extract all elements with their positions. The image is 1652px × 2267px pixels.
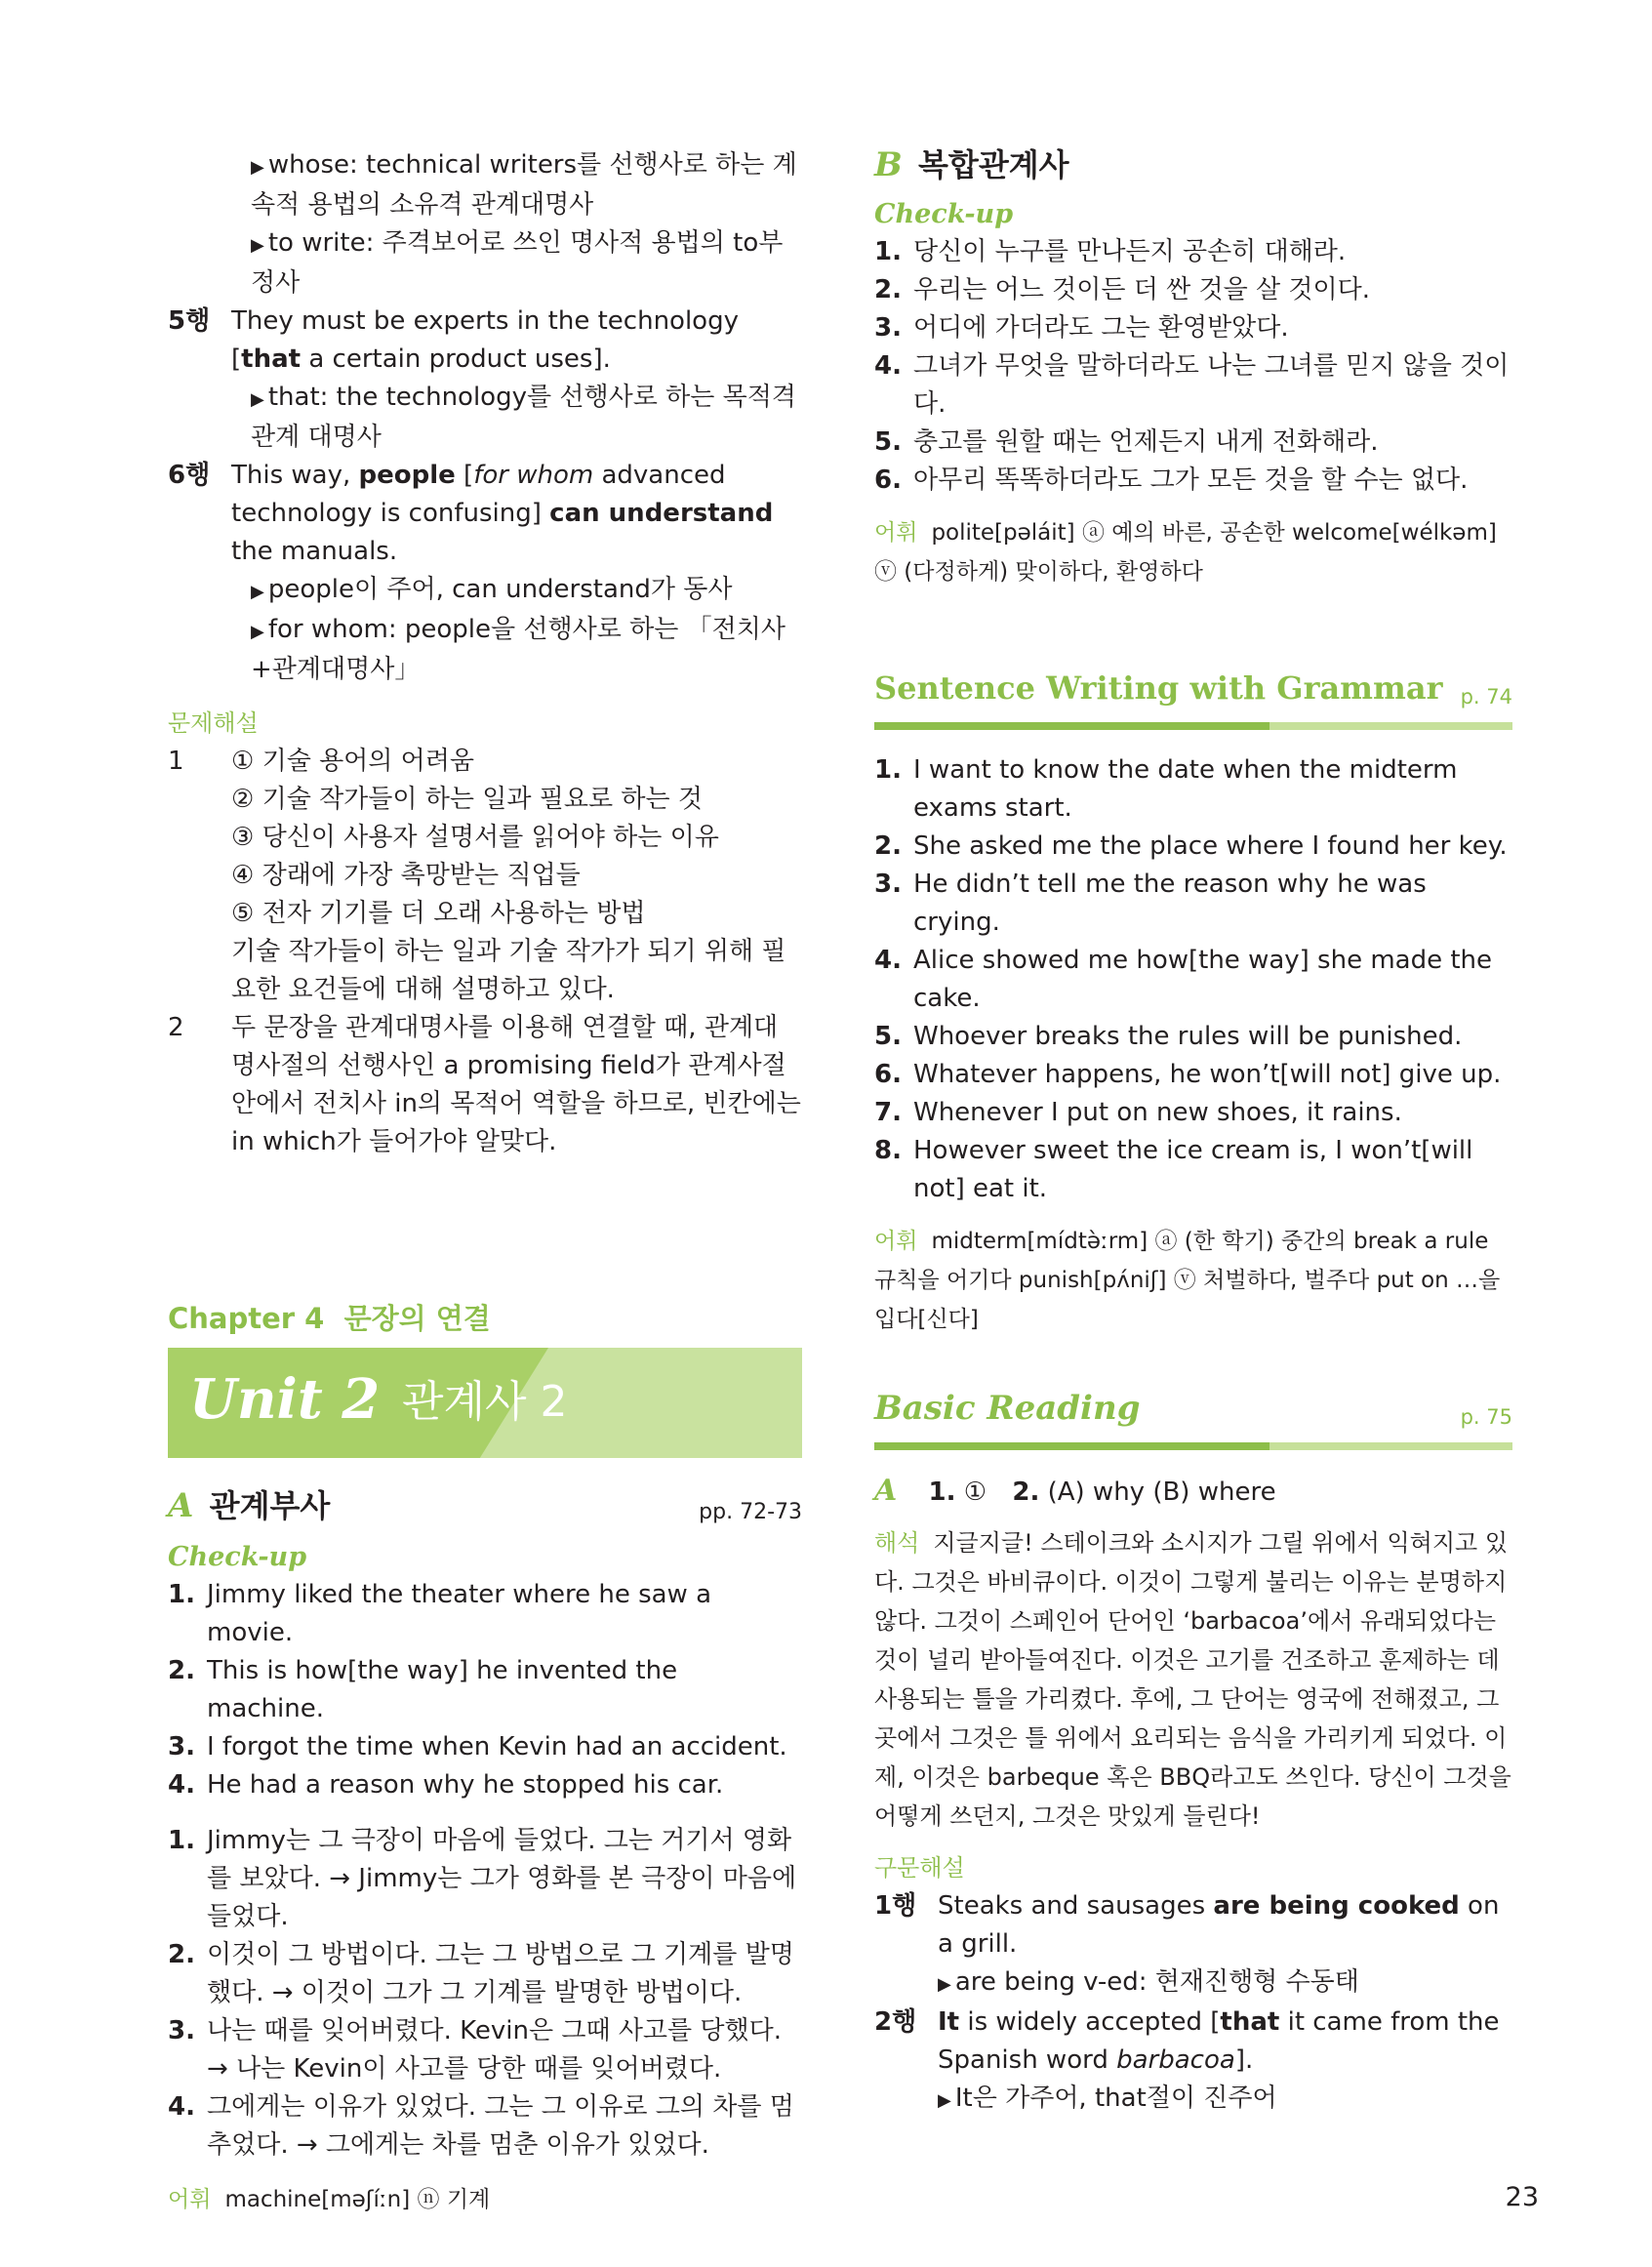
item-number: 2. (874, 275, 902, 304)
reading-answers (874, 1472, 1512, 1512)
list-item (874, 1132, 1512, 1208)
chapter-heading (168, 1300, 802, 1340)
checkup-heading: Check-up (874, 199, 1014, 229)
item-text: 충고를 원할 때는 언제든지 내게 전화해라. (913, 427, 1379, 457)
text-part: It (938, 2007, 960, 2037)
page-reference: p. 75 (1460, 1405, 1512, 1429)
text-part: [ (455, 461, 474, 490)
item-text: I forgot the time when Kevin had an accident. (207, 1732, 787, 1761)
section-a (168, 1487, 802, 2219)
list-item (874, 424, 1512, 462)
item-text: He didn’t tell me the reason why he was crying. (913, 870, 1427, 937)
section-letter: B (874, 145, 903, 184)
item-number: 5. (874, 427, 902, 457)
triangle-icon: ▶ (251, 622, 264, 642)
vocab-tag: 어휘 (874, 520, 918, 546)
section-title: Sentence Writing with Grammar (874, 669, 1443, 707)
note-line (168, 224, 802, 303)
item-number: 4. (874, 946, 902, 975)
item-text: Whatever happens, he won’t[will not] give up. (913, 1060, 1502, 1089)
choice-line: ② 기술 작가들이 하는 일과 필요로 하는 것 (231, 785, 704, 814)
section-letter: A (168, 1486, 194, 1525)
note-text: people이 주어, can understand가 동사 (267, 575, 733, 604)
item-text: This is how[the way] he invented the machine. (207, 1656, 678, 1723)
basic-reading-header (874, 1390, 1512, 1450)
item-text: 우리는 어느 것이든 더 싼 것을 살 것이다. (913, 275, 1370, 304)
vocab-box (874, 513, 1512, 591)
note-text: to write: 주격보어로 쓰인 명사적 용법의 to부정사 (251, 228, 784, 298)
triangle-icon: ▶ (251, 389, 264, 410)
vocab-text: midterm[mídtə̀ːrm] ⓐ (한 학기) 중간의 break a rule 규칙을 어기다 punish[pʌ́niʃ] ⓥ 처벌하다, 벌주다 put on …을 입다[신다] (874, 1229, 1501, 1332)
item-number: 8. (874, 1136, 902, 1165)
structure-line (874, 2004, 1512, 2080)
section-b-header (874, 146, 1512, 195)
item-number: 5. (874, 1022, 902, 1051)
text-part: They must be experts in the technology [ (231, 306, 739, 374)
text-part: people (358, 461, 456, 490)
explanation-text: 두 문장을 관계대명사를 이용해 연결할 때, 관계대명사절의 선행사인 a promising field가 관계사절 안에서 전치사 in의 목적어 역할을 하므로, 빈칸에는 in which가 들어가야 알맞다. (231, 1013, 801, 1156)
item-number: 2. (1012, 1478, 1040, 1507)
explanation-text: 기술 작가들이 하는 일과 기술 작가가 되기 위해 필요한 요건들에 대해 설명하고 있다. (231, 937, 786, 1004)
unit-title: 관계사 2 (402, 1377, 568, 1427)
choice-line: ③ 당신이 사용자 설명서를 읽어야 하는 이유 (231, 823, 719, 852)
item-text: However sweet the ice cream is, I won’t[will not] eat it. (913, 1136, 1473, 1203)
item-number: 1. (928, 1478, 956, 1507)
section-title: 복합관계사 (918, 146, 1069, 183)
item-text: (A) why (B) where (1047, 1478, 1276, 1507)
unit-label: Unit 2 (189, 1367, 381, 1432)
item-text: 나는 때를 잊어버렸다. Kevin은 그때 사고를 당했다. → 나는 Kevin이 사고를 당한 때를 잊어버렸다. (207, 2016, 783, 2084)
note-line (168, 146, 802, 224)
structure-heading: 구문해설 (874, 1854, 965, 1882)
text-part: that (1220, 2007, 1280, 2037)
answer-list (874, 233, 1512, 500)
solution-number: 2 (168, 1013, 184, 1042)
text-part: advanced technology is confusing] (231, 461, 726, 528)
left-column (168, 146, 802, 2219)
translation-tag: 해석 (874, 1529, 920, 1557)
choice-line: ⑤ 전자 기기를 더 오래 사용하는 방법 (231, 899, 646, 928)
choice-line: ① 기술 용어의 어려움 (231, 747, 475, 776)
text-part: ]. (1234, 2045, 1254, 2075)
item-number: 4. (874, 351, 902, 381)
item-text: 아무리 똑똑하더라도 그가 모든 것을 할 수는 없다. (913, 466, 1469, 495)
item-text: Jimmy는 그 극장이 마음에 들었다. 그는 거기서 영화를 보았다. → Jimmy는 그가 영화를 본 극장이 마음에 들었다. (207, 1826, 797, 1931)
item-number: 2. (168, 1940, 195, 1969)
list-item (168, 1728, 802, 1766)
basic-reading-section (874, 1390, 1512, 2120)
note-text: are being v-ed: 현재진행형 수동태 (954, 1967, 1359, 1997)
page-reference: pp. 72-73 (699, 1500, 802, 1524)
chapter-label: Chapter 4 (168, 1302, 325, 1335)
item-text: I want to know the date when the midterm exams start. (913, 755, 1458, 823)
list-item (874, 942, 1512, 1018)
text-part: on a grill. (938, 1891, 1500, 1959)
checkup-heading: Check-up (168, 1542, 307, 1572)
right-column (874, 146, 1512, 2120)
triangle-icon: ▶ (251, 235, 264, 256)
page-number: 23 (1505, 2182, 1539, 2212)
note-text: whose: technical writers를 선행사로 하는 계속적 용법의 소유격 관계대명사 (251, 150, 797, 220)
item-number: 3. (168, 2016, 195, 2045)
text-part: is widely accepted [ (959, 2007, 1221, 2037)
item-text: Whenever I put on new shoes, it rains. (913, 1098, 1402, 1127)
vocab-box (874, 1222, 1512, 1339)
item-text: ① (963, 1478, 987, 1507)
item-text: She asked me the place where I found her key. (913, 831, 1508, 861)
structure-notes (874, 1849, 1512, 2120)
item-text: Alice showed me how[the way] she made the cake. (913, 946, 1493, 1013)
section-rule (874, 1442, 1512, 1450)
text-part: that (241, 344, 302, 374)
sentence-writing-header (874, 669, 1512, 730)
section-letter: A (874, 1474, 898, 1508)
solution-heading: 문제해설 (168, 709, 259, 737)
vocab-tag: 어휘 (168, 2187, 212, 2212)
item-number: 1. (874, 237, 902, 266)
list-item (874, 751, 1512, 828)
note-line (168, 611, 802, 689)
vocab-box (168, 2180, 802, 2219)
structure-line (874, 1887, 1512, 1963)
list-item (874, 233, 1512, 271)
item-number: 4. (168, 1770, 195, 1800)
list-item (874, 309, 1512, 347)
text-part: Steaks and sausages (938, 1891, 1214, 1921)
item-text: 그녀가 무엇을 말하더라도 나는 그녀를 믿지 않을 것이다. (913, 351, 1510, 419)
item-number: 1. (874, 755, 902, 785)
list-item (874, 866, 1512, 942)
choice-line: ④ 장래에 가장 촉망받는 직업들 (231, 861, 581, 890)
list-item (168, 1652, 802, 1728)
list-item (874, 828, 1512, 866)
triangle-icon: ▶ (251, 157, 264, 178)
list-item (168, 1936, 802, 2012)
item-number: 4. (168, 2092, 195, 2122)
solution-item (168, 1009, 802, 1161)
note-line (168, 379, 802, 457)
section-title: 관계부사 (209, 1487, 331, 1524)
section-a-header (168, 1487, 802, 1538)
structure-line (168, 457, 802, 571)
triangle-icon: ▶ (938, 1974, 951, 1995)
list-item (168, 2012, 802, 2088)
translation-list (168, 1822, 802, 2165)
vocab-tag: 어휘 (874, 1229, 918, 1254)
text-part: the manuals. (231, 537, 398, 566)
solution-number: 1 (168, 747, 184, 776)
text-part: barbacoa (1116, 2045, 1235, 2075)
line-label: 5행 (168, 306, 211, 336)
item-number: 6. (874, 1060, 902, 1089)
unit-banner (168, 1348, 802, 1458)
item-number: 3. (168, 1732, 195, 1761)
note-text: that: the technology를 선행사로 하는 목적격 관계 대명사 (251, 383, 796, 452)
triangle-icon: ▶ (938, 2090, 951, 2111)
answer-list (874, 751, 1512, 1208)
item-text: 당신이 누구를 만나든지 공손히 대해라. (913, 237, 1347, 266)
section-title: Basic Reading (874, 1389, 1141, 1428)
triangle-icon: ▶ (251, 582, 264, 602)
chapter-title: 문장의 연결 (343, 1302, 491, 1335)
text-part: can understand (549, 499, 774, 528)
item-number: 1. (168, 1580, 195, 1609)
solution-section (168, 705, 802, 1161)
solution-item (168, 743, 802, 1009)
list-item (874, 1056, 1512, 1094)
item-number: 7. (874, 1098, 902, 1127)
item-number: 2. (874, 831, 902, 861)
line-label: 2행 (874, 2007, 917, 2037)
list-item (168, 1576, 802, 1652)
section-rule (874, 722, 1512, 730)
note-line (874, 2080, 1512, 2120)
text-part: for whom (473, 461, 594, 490)
translation-text: 지글지글! 스테이크와 소시지가 그릴 위에서 익혀지고 있다. 그것은 바비큐이다. 이것이 그렇게 불리는 이유는 분명하지 않다. 그것이 스페인어 단어인 ‘barbacoa’에서 유래되었다는 것이 널리 받아들여진다. 이것은 고기를 건조하고 훈제하는 데 사용되는 틀을 가리켰다. 후에, 그 단어는 영국에 전해졌고, 그곳에서 그것은 틀 위에서 요리되는 음식을 가리키게 되었다. 이제, 이것은 barbeque 혹은 BBQ라고도 쓰인다. 당신이 그것을 어떻게 쓰던지, 그것은 맛있게 들린다! (874, 1529, 1511, 1830)
reading-translation (874, 1523, 1512, 1836)
item-number: 3. (874, 313, 902, 343)
intro-notes (168, 146, 802, 689)
text-part: are being cooked (1213, 1891, 1460, 1921)
list-item (168, 1766, 802, 1804)
list-item (874, 347, 1512, 424)
item-text: Jimmy liked the theater where he saw a movie. (207, 1580, 712, 1647)
answer-list (168, 1576, 802, 1804)
item-text: He had a reason why he stopped his car. (207, 1770, 724, 1800)
list-item (874, 462, 1512, 500)
list-item (168, 2088, 802, 2165)
item-number: 1. (168, 1826, 195, 1855)
sentence-writing-section (874, 669, 1512, 1339)
line-label: 6행 (168, 461, 211, 490)
item-text: Whoever breaks the rules will be punished. (913, 1022, 1463, 1051)
item-number: 3. (874, 870, 902, 899)
note-text: for whom: people을 선행사로 하는 「전치사+관계대명사」 (251, 615, 786, 684)
text-part: a certain product uses]. (301, 344, 611, 374)
item-text: 어디에 가더라도 그는 환영받았다. (913, 313, 1289, 343)
list-item (874, 271, 1512, 309)
item-number: 2. (168, 1656, 195, 1685)
list-item (168, 1822, 802, 1936)
structure-line (168, 303, 802, 379)
text-part: it came from the Spanish word (938, 2007, 1500, 2075)
page-reference: p. 74 (1460, 685, 1512, 708)
vocab-text: polite[pəláit] ⓐ 예의 바른, 공손한 welcome[wélkəm] ⓥ (다정하게) 맞이하다, 환영하다 (874, 520, 1497, 585)
list-item (874, 1018, 1512, 1056)
item-text: 이것이 그 방법이다. 그는 그 방법으로 그 기계를 발명했다. → 이것이 그가 그 기계를 발명한 방법이다. (207, 1940, 794, 2007)
list-item (874, 1094, 1512, 1132)
item-text: 그에게는 이유가 있었다. 그는 그 이유로 그의 차를 멈추었다. → 그에게는 차를 멈춘 이유가 있었다. (207, 2092, 794, 2160)
text-part: This way, (231, 461, 359, 490)
note-line (874, 1963, 1512, 2004)
note-text: It은 가주어, that절이 진주어 (954, 2084, 1277, 2113)
section-b (874, 146, 1512, 591)
line-label: 1행 (874, 1891, 917, 1921)
note-line (168, 571, 802, 611)
vocab-text: machine[məʃíːn] ⓝ 기계 (224, 2187, 491, 2212)
item-number: 6. (874, 466, 902, 495)
